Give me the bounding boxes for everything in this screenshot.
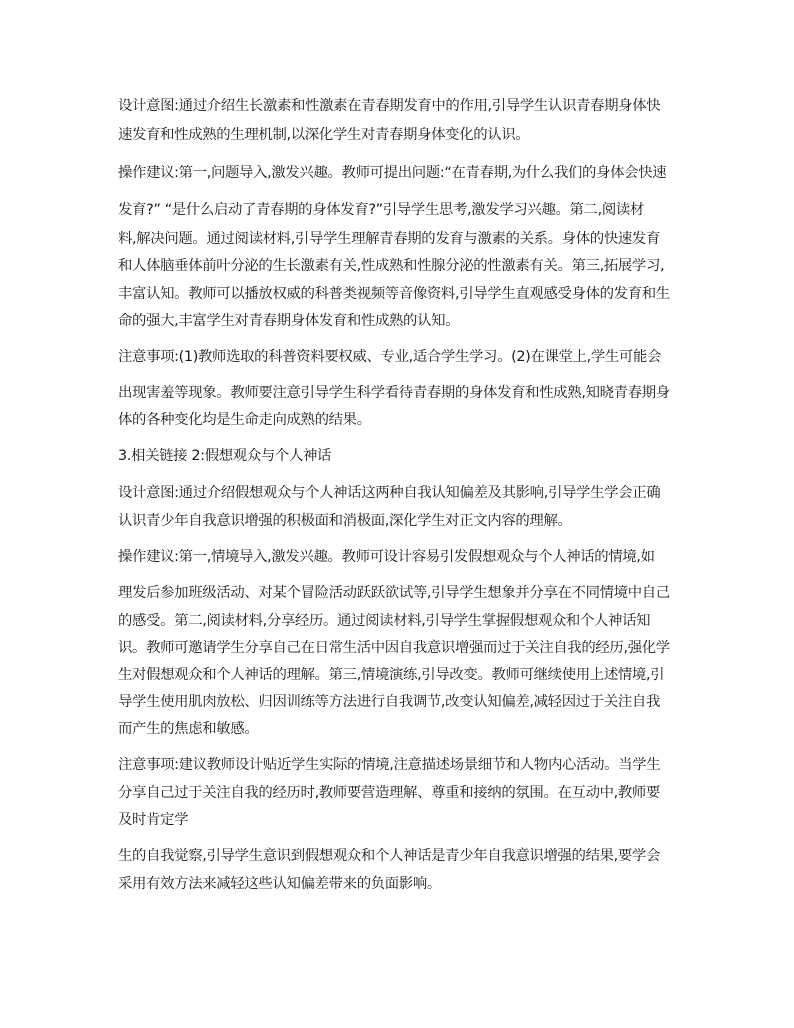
text-line: 丰富认知。教师可以播放权威的科普类视频等音像资料,引导学生直观感受身体的发育和生 bbox=[118, 286, 670, 302]
text-line: 出现害羞等现象。教师要注意引导学生科学看待青春期的身体发育和性成熟,知晓青春期身 bbox=[118, 385, 670, 401]
text-line: 料,解决问题。通过阅读材料,引导学生理解青春期的发育与激素的关系。身体的快速发育 bbox=[118, 231, 660, 247]
text-line: 生对假想观众和个人神话的理解。第三,情境演练,引导改变。教师可继续使用上述情境,引 bbox=[118, 667, 665, 683]
text-line: 操作建议:第一,问题导入,激发兴趣。教师可提出问题:“在青春期,为什么我们的身体会快速 bbox=[118, 165, 667, 181]
text-line: 设计意图:通过介绍生长激素和性激素在青春期发育中的作用,引导学生认识青春期身体快 bbox=[118, 98, 661, 114]
text-line: 的感受。第二,阅读材料,分享经历。通过阅读材料,引导学生掌握假想观众和个人神话知 bbox=[118, 613, 651, 629]
text-line: 发育?” “是什么启动了青春期的身体发育?”引导学生思考,激发学习兴趣。第二,阅读材 bbox=[118, 202, 644, 218]
text-line: 而产生的焦虑和敏感。 bbox=[118, 721, 259, 737]
text-line: 和人体脑垂体前叶分泌的生长激素有关,性成熟和性腺分泌的性激素有关。第三,拓展学习, bbox=[118, 258, 665, 274]
text-line: 操作建议:第一,情境导入,激发兴趣。教师可设计容易引发假想观众与个人神话的情境,如 bbox=[118, 549, 655, 565]
text-line: 注意事项:建议教师设计贴近学生实际的情境,注意描述场景细节和人物内心活动。当学生 bbox=[118, 757, 661, 773]
text-line: 体的各种变化均是生命走向成熟的结果。 bbox=[118, 412, 371, 428]
text-line: 认识青少年自我意识增强的积极面和消极面,深化学生对正文内容的理解。 bbox=[118, 513, 572, 529]
text-line: 生的自我觉察,引导学生意识到假想观众和个人神话是青少年自我意识增强的结果,要学会 bbox=[118, 848, 660, 864]
text-line: 速发育和性成熟的生理机制,以深化学生对青春期身体变化的认识。 bbox=[118, 127, 530, 143]
section-heading: 3.相关链接 2:假想观众与个人神话 bbox=[118, 448, 332, 464]
text-line: 命的强大,丰富学生对青春期身体发育和性成熟的认知。 bbox=[118, 313, 460, 329]
text-line: 设计意图:通过介绍假想观众与个人神话这两种自我认知偏差及其影响,引导学生学会正确 bbox=[118, 485, 661, 501]
text-line: 分享自己过于关注自我的经历时,教师要营造理解、尊重和接纳的氛围。在互动中,教师要 bbox=[118, 785, 660, 801]
text-line: 识。教师可邀请学生分享自己在日常生活中因自我意识增强而过于关注自我的经历,强化学 bbox=[118, 640, 670, 656]
text-line: 导学生使用肌肉放松、归因训练等方法进行自我调节,改变认知偏差,减轻因过于关注自我 bbox=[118, 694, 660, 710]
text-line: 理发后参加班级活动、对某个冒险活动跃跃欲试等,引导学生想象并分享在不同情境中自己 bbox=[118, 585, 670, 601]
text-line: 及时肯定学 bbox=[118, 812, 189, 828]
text-line: 采用有效方法来减轻这些认知偏差带来的负面影响。 bbox=[118, 876, 441, 892]
text-line: 注意事项:(1)教师选取的科普资料要权威、专业,适合学生学习。(2)在课堂上,学生可能会 bbox=[118, 349, 662, 365]
